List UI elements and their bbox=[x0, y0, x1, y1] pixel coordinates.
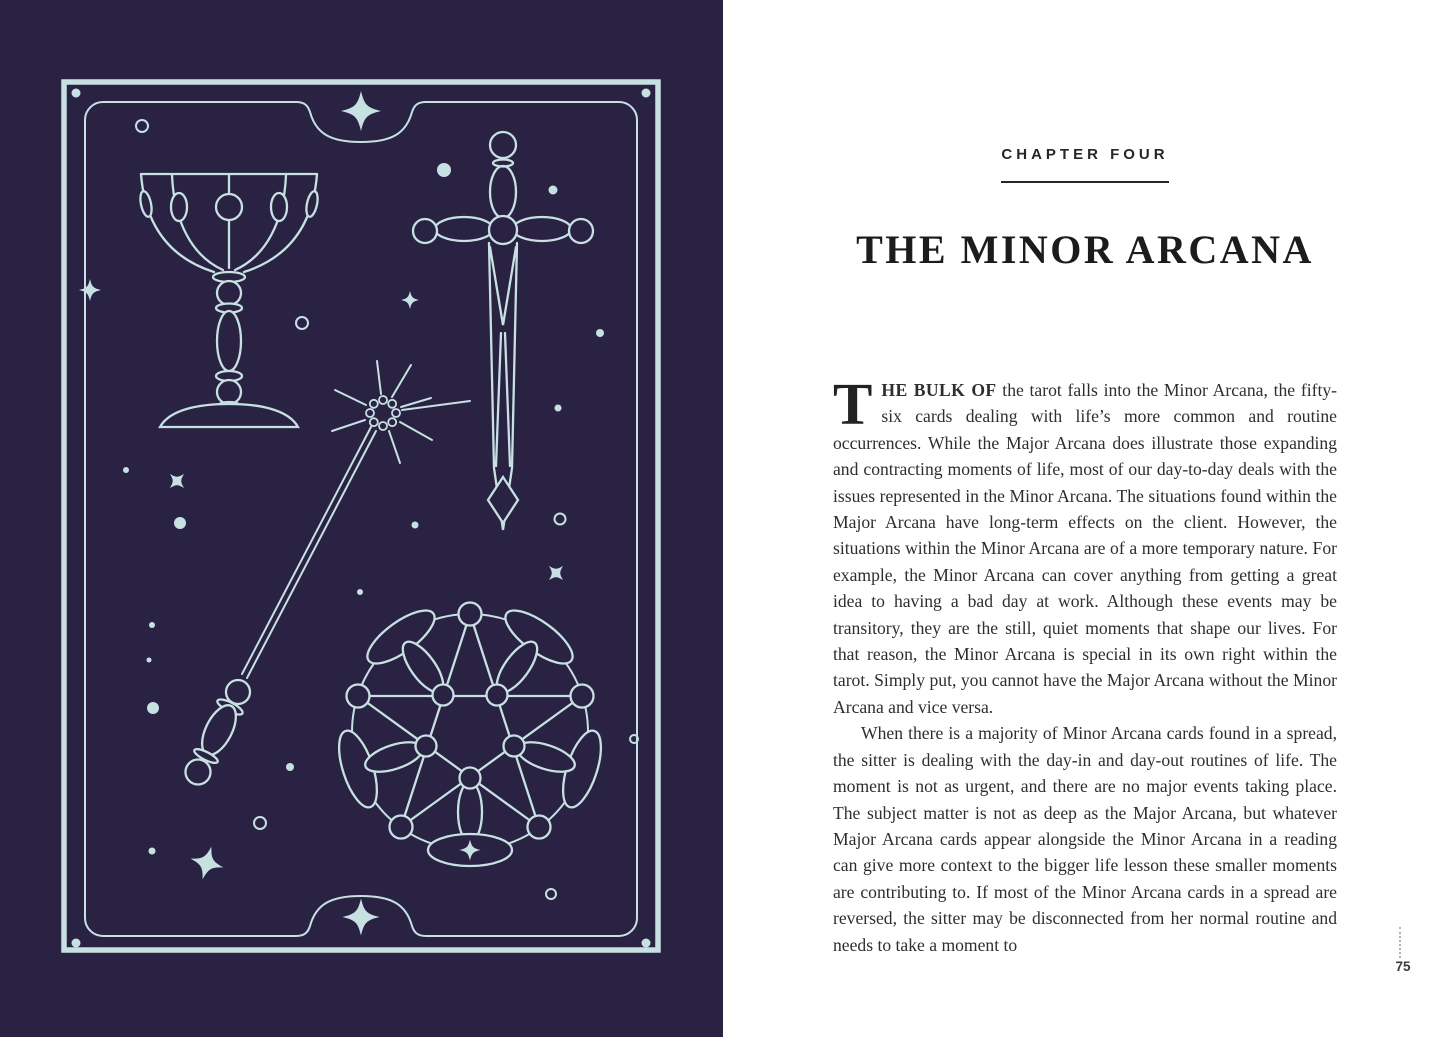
page-number: 75 bbox=[1395, 959, 1411, 974]
paragraph-1 bbox=[833, 371, 1337, 720]
frame-top-star-icon bbox=[341, 91, 381, 131]
body-text bbox=[833, 371, 1337, 958]
pentacle-icon bbox=[331, 601, 608, 866]
paragraph-1-text: the tarot falls into the Minor Arcana, the fifty-six cards dealing with life’s more common and routine occurrences. While the Major Arcana does illustrate those expanding and contracting moments of life, most of our day-to-day deals with the issues represented in the Minor Arcana. The situations found within the Major Arcana have long-term effects on the client. However, the situations within the Minor Arcana are of a more temporary nature. For example, the Minor Arcana can cover anything from getting a great idea to having a bad day at work. Although these events may be transitory, they are the still, quiet moments that shape our lives. For that reason, the Minor Arcana is special in its own right within the tarot. Simply put, you cannot have the Major Arcana without the Minor Arcana and vice versa. bbox=[833, 380, 1337, 717]
right-page-text bbox=[723, 0, 1445, 1037]
cup-icon bbox=[138, 174, 319, 427]
drop-cap: T bbox=[833, 371, 873, 437]
chapter-rule-divider bbox=[1001, 181, 1169, 183]
chapter-label: CHAPTER FOUR bbox=[1001, 146, 1169, 163]
page-title: THE MINOR ARCANA bbox=[856, 227, 1314, 272]
paragraph-2-text: When there is a majority of Minor Arcana cards found in a spread, the sitter is dealing with the day-in and day-out routines of life. The moment is not as urgent, and there are no major events taking place. The subject matter is not as deep as the Major Arcana, but whatever Major Arcana cards appear alongside the Minor Arcana in a reading can give more context to the bigger life lesson these smaller moments are contributing to. If most of the Minor Arcana cards in a spread are reversed, the sitter may be disconnected from her normal routine and needs to take a moment to bbox=[833, 723, 1337, 955]
frame-corner-dots bbox=[72, 89, 651, 948]
paragraph-2 bbox=[833, 720, 1337, 958]
card-frame-border bbox=[64, 82, 658, 950]
lead-caps: HE BULK OF bbox=[881, 380, 997, 400]
dotted-divider bbox=[1399, 927, 1401, 958]
sword-icon bbox=[413, 132, 593, 530]
frame-bottom-star-icon bbox=[343, 899, 380, 936]
